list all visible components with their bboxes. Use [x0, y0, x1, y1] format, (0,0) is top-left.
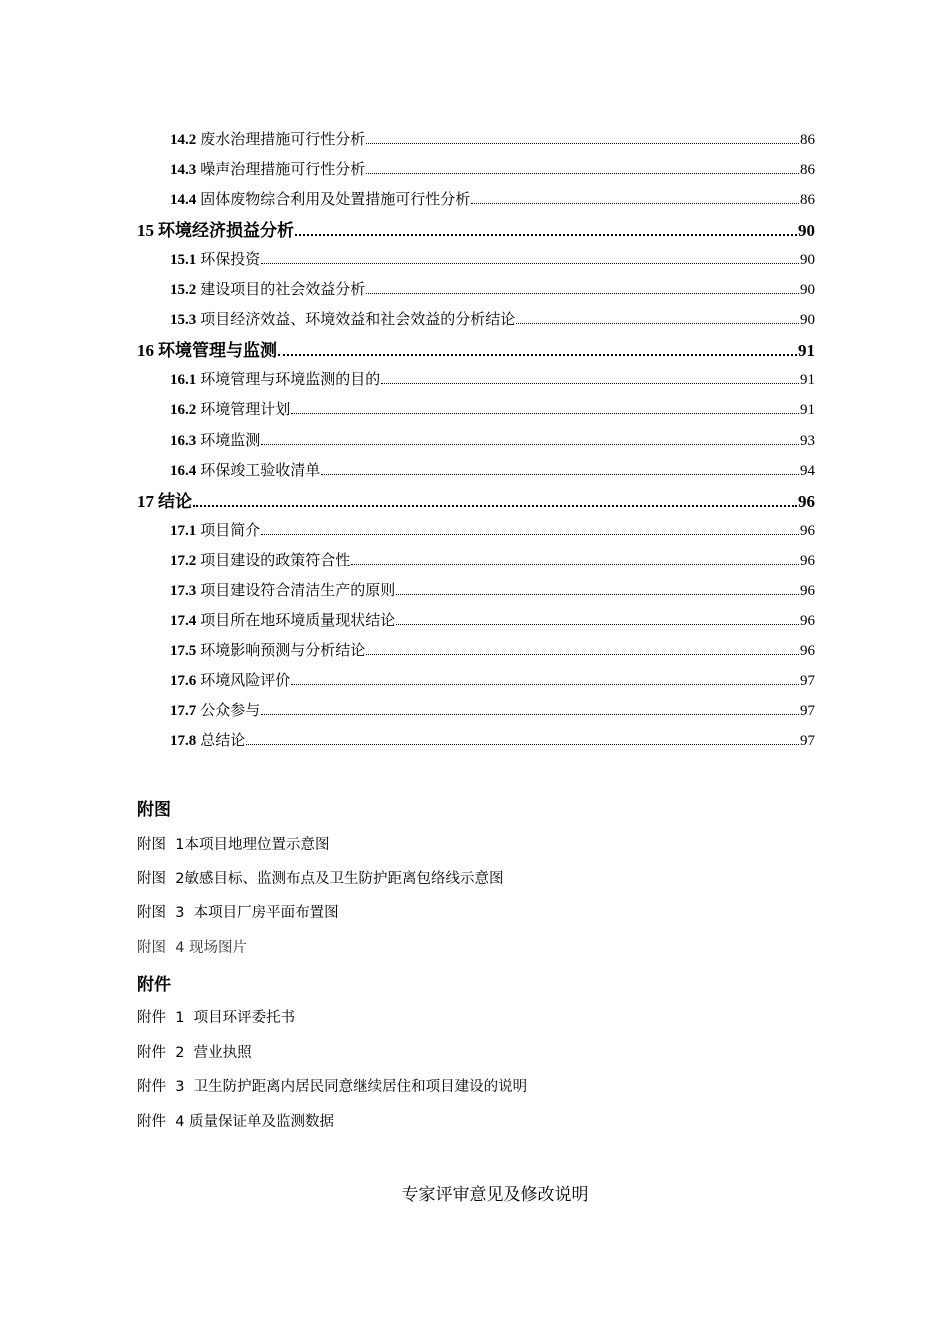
toc-dot-leader [261, 714, 799, 715]
toc-entry-number: 15.2 [170, 282, 197, 299]
toc-dot-leader [278, 354, 797, 356]
toc-dot-leader [261, 444, 799, 445]
attachment-item-3: 附件 3 卫生防护距离内居民同意继续居住和项目建设的说明 [137, 1079, 528, 1095]
toc-entry-number: 15.1 [170, 252, 197, 269]
toc-entry-number: 17.2 [170, 552, 197, 569]
toc-page-number: 96 [800, 582, 815, 599]
attachment-item-2: 附件 2 营业执照 [137, 1045, 252, 1061]
toc-dot-leader [246, 744, 799, 745]
toc-entry-title: 项目建设的政策符合性 [200, 552, 351, 569]
toc-entry-title: 公众参与 [200, 702, 261, 719]
toc-dot-leader [381, 383, 799, 384]
toc-page-number: 97 [800, 702, 815, 719]
toc-entry-number: 16.3 [170, 432, 197, 449]
toc-page-number: 97 [800, 733, 815, 749]
figures-heading: 附图 [137, 800, 171, 820]
toc-section-entry[interactable] [170, 579, 815, 600]
toc-page-number: 91 [800, 372, 815, 389]
toc-section-entry[interactable] [170, 398, 815, 419]
toc-page-number: 96 [800, 642, 815, 659]
toc-page-number: 86 [800, 162, 815, 179]
toc-page-number: 90 [798, 221, 815, 241]
toc-section-entry[interactable] [170, 609, 815, 630]
toc-page-number: 86 [800, 132, 815, 148]
toc-entry-number: 14.2 [170, 132, 197, 148]
toc-entry-title: 环境影响预测与分析结论 [200, 642, 366, 659]
toc-page-number: 97 [800, 672, 815, 689]
toc-entry-title: 环境监测 [200, 432, 261, 449]
figure-item-4: 附图 4 现场图片 [137, 940, 248, 956]
toc-section-entry[interactable] [170, 278, 815, 299]
toc-entry-title: 固体废物综合利用及处置措施可行性分析 [200, 192, 471, 209]
toc-page-number: 90 [800, 252, 815, 269]
toc-entry-title: 噪声治理措施可行性分析 [200, 162, 366, 179]
toc-section-entry[interactable] [170, 729, 815, 750]
toc-entry-number: 17.1 [170, 522, 197, 539]
toc-page-number: 96 [800, 522, 815, 539]
toc-dot-leader [321, 474, 799, 475]
toc-entry-title: 项目简介 [200, 522, 261, 539]
toc-section-entry[interactable] [170, 308, 815, 329]
toc-page-number: 96 [800, 612, 815, 629]
toc-entry-number: 17.6 [170, 672, 197, 689]
toc-page-number: 90 [800, 282, 815, 299]
toc-entry-title: 环保竣工验收清单 [200, 462, 321, 479]
toc-entry-title: 环境经济损益分析 [158, 221, 294, 241]
expert-review-title: 专家评审意见及修改说明 [401, 1185, 589, 1204]
toc-page-number: 91 [798, 341, 815, 361]
toc-entry-title: 项目建设符合清洁生产的原则 [200, 582, 396, 599]
toc-entry-number: 14.3 [170, 162, 197, 179]
toc-dot-leader [516, 323, 799, 324]
toc-dot-leader [261, 263, 799, 264]
toc-section-entry[interactable] [170, 699, 815, 720]
toc-dot-leader [396, 624, 799, 625]
toc-entry-number: 15 [137, 221, 154, 241]
toc-section-entry[interactable] [170, 128, 815, 149]
toc-section-entry[interactable] [170, 368, 815, 389]
toc-entry-number: 15.3 [170, 312, 197, 329]
toc-entry-title: 建设项目的社会效益分析 [200, 282, 366, 299]
toc-entry-title: 总结论 [200, 733, 246, 749]
toc-section-entry[interactable] [170, 188, 815, 209]
toc-section-entry[interactable] [170, 158, 815, 179]
toc-entry-title: 环保投资 [200, 252, 261, 269]
toc-dot-leader [366, 293, 799, 294]
toc-entry-number: 16.4 [170, 462, 197, 479]
toc-dot-leader [291, 684, 799, 685]
toc-page-number: 90 [800, 312, 815, 329]
toc-entry-number: 17 [137, 491, 154, 511]
toc-chapter-entry[interactable] [137, 336, 815, 361]
toc-entry-number: 16 [137, 341, 154, 361]
toc-entry-title: 环境风险评价 [200, 672, 291, 689]
figure-item-2: 附图 2敏感目标、监测布点及卫生防护距离包络线示意图 [137, 871, 504, 887]
toc-dot-leader [366, 173, 799, 174]
toc-section-entry[interactable] [170, 669, 815, 690]
toc-page-number: 91 [800, 402, 815, 419]
toc-page-number: 96 [798, 491, 815, 511]
toc-dot-leader [366, 143, 799, 144]
toc-entry-title: 环境管理与监测 [158, 341, 277, 361]
attachment-item-4: 附件 4 质量保证单及监测数据 [137, 1114, 335, 1130]
toc-entry-number: 16.2 [170, 402, 197, 419]
toc-page-number: 86 [800, 192, 815, 209]
toc-page-number: 96 [800, 552, 815, 569]
toc-entry-title: 项目经济效益、环境效益和社会效益的分析结论 [200, 312, 516, 329]
toc-entry-number: 17.4 [170, 612, 197, 629]
toc-section-entry[interactable] [170, 639, 815, 660]
toc-entry-number: 14.4 [170, 192, 197, 209]
attachments-heading: 附件 [137, 975, 171, 995]
toc-page-number: 94 [800, 462, 815, 479]
toc-chapter-entry[interactable] [137, 487, 815, 512]
toc-entry-title: 废水治理措施可行性分析 [200, 132, 366, 148]
toc-entry-number: 17.7 [170, 702, 197, 719]
figure-item-1: 附图 1本项目地理位置示意图 [137, 837, 330, 853]
toc-entry-number: 16.1 [170, 372, 197, 389]
toc-section-entry[interactable] [170, 519, 815, 540]
toc-section-entry[interactable] [170, 459, 815, 480]
toc-entry-number: 17.8 [170, 733, 197, 749]
toc-dot-leader [396, 594, 799, 595]
toc-entry-number: 17.3 [170, 582, 197, 599]
toc-dot-leader [193, 505, 797, 507]
toc-entry-title: 环境管理计划 [200, 402, 291, 419]
toc-dot-leader [291, 413, 799, 414]
toc-section-entry[interactable] [170, 549, 815, 570]
toc-dot-leader [351, 564, 799, 565]
toc-section-entry[interactable] [170, 429, 815, 450]
toc-entry-title: 结论 [158, 491, 192, 511]
toc-dot-leader [366, 654, 799, 655]
toc-chapter-entry[interactable] [137, 216, 815, 241]
toc-page-number: 93 [800, 432, 815, 449]
attachment-item-1: 附件 1 项目环评委托书 [137, 1010, 296, 1026]
toc-entry-title: 环境管理与环境监测的目的 [200, 372, 381, 389]
toc-dot-leader [261, 534, 799, 535]
figure-item-3: 附图 3 本项目厂房平面布置图 [137, 905, 339, 921]
toc-section-entry[interactable] [170, 248, 815, 269]
toc-entry-number: 17.5 [170, 642, 197, 659]
toc-dot-leader [471, 203, 799, 204]
toc-entry-title: 项目所在地环境质量现状结论 [200, 612, 396, 629]
toc-dot-leader [295, 234, 797, 236]
